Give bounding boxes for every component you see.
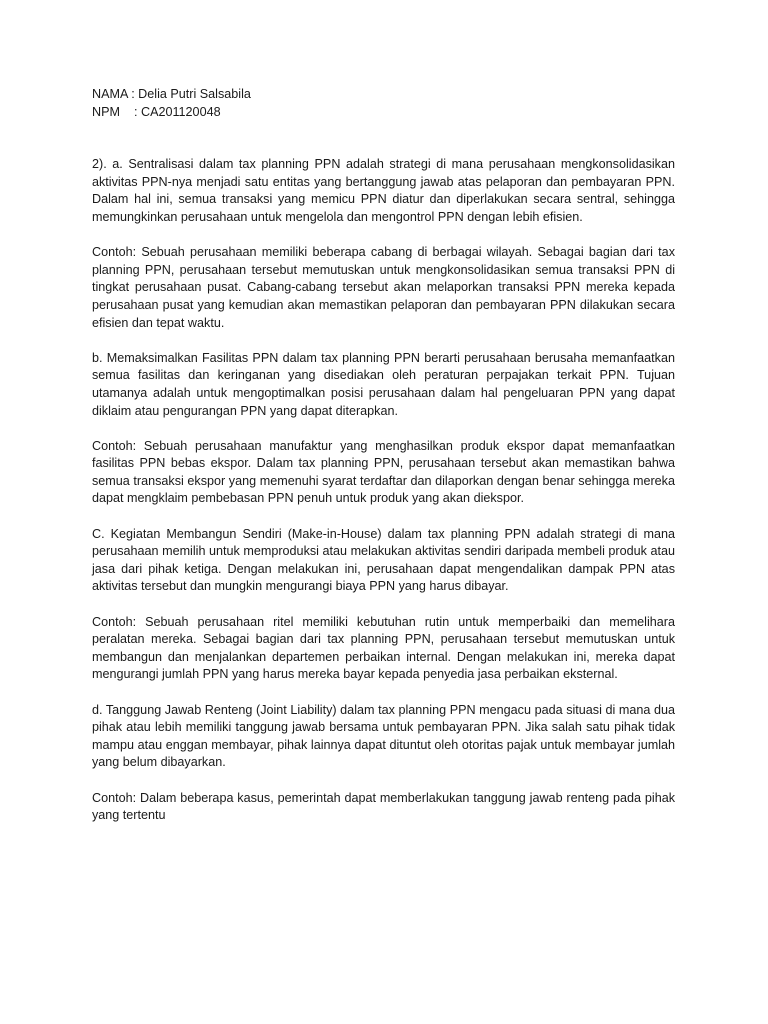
student-name: NAMA : Delia Putri Salsabila xyxy=(92,87,251,101)
student-header xyxy=(92,86,675,121)
paragraph-d-joint-liability: d. Tanggung Jawab Renteng (Joint Liability) dalam tax planning PPN mengacu pada situasi di mana dua pihak atau lebih memiliki tanggung jawab bersama untuk pembayaran PPN. Jika salah satu pihak tidak mampu atau enggan membayar, pihak lainnya dapat dituntut oleh otoritas pajak untuk membayar jumlah yang belum dibayarkan. xyxy=(92,702,675,770)
paragraph-c-example: Contoh: Sebuah perusahaan ritel memiliki kebutuhan rutin untuk memperbaiki dan memelihara peralatan mereka. Sebagai bagian dari tax planning PPN, perusahaan tersebut memutuskan untuk membangun dan menjalankan departemen perbaikan internal. Dengan melakukan ini, mereka dapat mengurangi jumlah PPN yang harus mereka bayar kepada penyedia jasa perbaikan eksternal. xyxy=(92,614,675,682)
paragraph-c-make-in-house: C. Kegiatan Membangun Sendiri (Make-in-House) dalam tax planning PPN adalah strategi di mana perusahaan memilih untuk memproduksi atau melakukan aktivitas sendiri daripada membeli produk atau jasa dari pihak ketiga. Dengan melakukan ini, perusahaan dapat mengendalikan dampak PPN atas aktivitas tersebut dan mungkin mengurangi biaya PPN yang harus dibayar. xyxy=(92,526,675,594)
paragraph-a-centralization: 2). a. Sentralisasi dalam tax planning PPN adalah strategi di mana perusahaan mengkonsolidasikan aktivitas PPN-nya menjadi satu entitas yang bertanggung jawab atas pelaporan dan pembayaran PPN. Dalam hal ini, semua transaksi yang memicu PPN diatur dan diperlakukan secara sentral, sehingga memungkinkan perusahaan untuk mengelola dan mengontrol PPN dengan lebih efisien. xyxy=(92,157,675,224)
student-npm: NPM : CA201120048 xyxy=(92,104,221,119)
paragraph-b-example: Contoh: Sebuah perusahaan manufaktur yang menghasilkan produk ekspor dapat memanfaatkan fasilitas PPN bebas ekspor. Dalam tax planning PPN, perusahaan tersebut akan memastikan bahwa semua transaksi ekspor yang memenuhi syarat terdaftar dan dilaporkan dengan benar sehingga mereka dapat mengklaim pembebasan PPN penuh untuk produk yang akan diekspor. xyxy=(92,438,675,506)
paragraph-b-facilities: b. Memaksimalkan Fasilitas PPN dalam tax planning PPN berarti perusahaan berusaha memanfaatkan semua fasilitas dan keringanan yang disediakan oleh peraturan perpajakan terkait PPN. Tujuan utamanya adalah untuk mengoptimalkan posisi perusahaan dalam hal pengeluaran PPN yang dapat diklaim atau pengurangan PPN yang dapat diterapkan. xyxy=(92,350,675,418)
document-page xyxy=(92,86,675,842)
paragraph-a-example: Contoh: Sebuah perusahaan memiliki beberapa cabang di berbagai wilayah. Sebagai bagian dari tax planning PPN, perusahaan tersebut memutuskan untuk mengkonsolidasikan semua transaksi PPN di tingkat perusahaan pusat. Cabang-cabang tersebut akan melaporkan transaksi PPN mereka kepada perusahaan pusat yang kemudian akan memastikan pelaporan dan pembayaran PPN dilakukan secara efisien dan tepat waktu. xyxy=(92,245,675,330)
paragraph-d-example: Contoh: Dalam beberapa kasus, pemerintah dapat memberlakukan tanggung jawab renteng pada pihak yang tertentu xyxy=(92,790,675,823)
